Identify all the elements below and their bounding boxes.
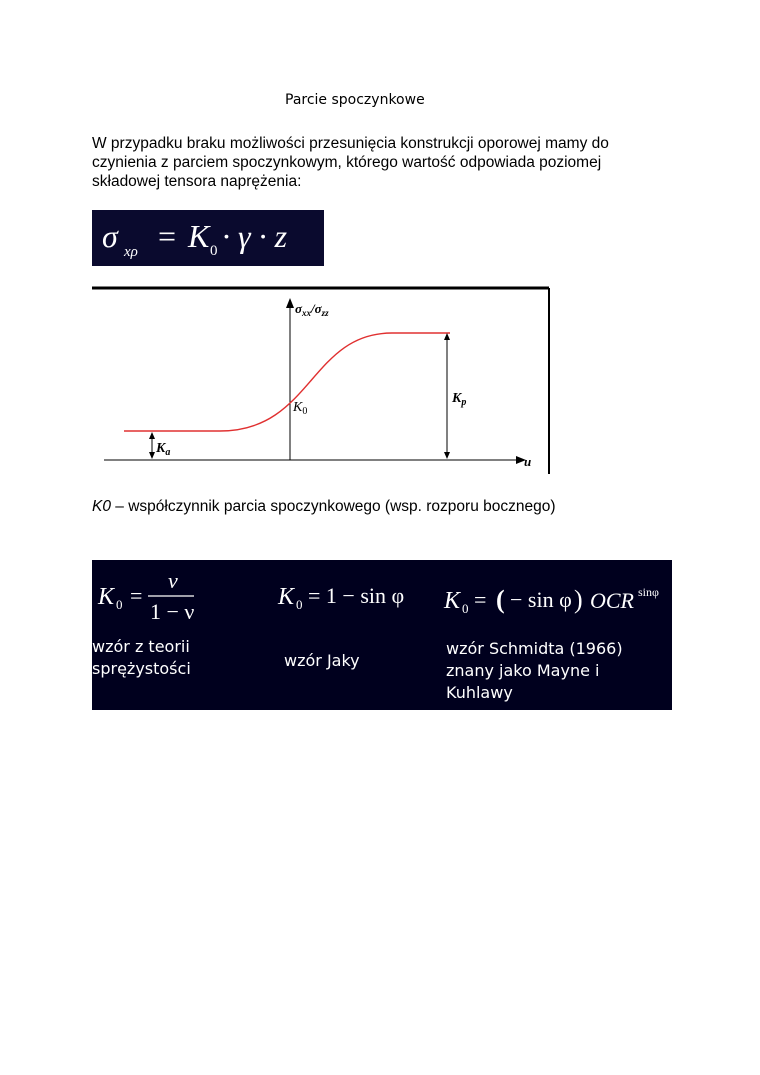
pressure-graph-svg xyxy=(92,286,552,478)
kp-arrow-up xyxy=(444,333,450,340)
equals-sign: = xyxy=(158,218,177,254)
sigma-subscript: xρ xyxy=(124,244,138,260)
formula2-rhs: = 1 − sin φ xyxy=(308,583,405,608)
formula3-k: K xyxy=(444,588,461,614)
formula3-open-bracket: ( xyxy=(496,585,505,614)
k0-definition xyxy=(92,498,556,516)
ka-arrow-up xyxy=(149,432,155,439)
pressure-curve xyxy=(124,333,450,431)
k0-label: $K_0$ xyxy=(293,400,308,417)
formula3-close-bracket: ) xyxy=(574,585,583,614)
formula1-k: K xyxy=(98,584,115,610)
formula2-k: K xyxy=(278,584,295,610)
formula1-eq: = xyxy=(130,583,143,608)
ka-arrow-down xyxy=(149,452,155,459)
formula3-ocr-exponent: sinφ xyxy=(638,585,659,599)
sigma-symbol: σ xyxy=(102,218,118,254)
ka-label: $K_a$ xyxy=(156,441,171,458)
k0-definition-text: – współczynnik parcia spoczynkowego (wsp. rozporu bocznego) xyxy=(110,498,556,515)
formula1-denominator: 1 − ν xyxy=(150,599,195,624)
y-axis-arrow xyxy=(286,298,294,308)
k0-symbol: K0 xyxy=(92,498,111,515)
y-axis-label: $\sigma_{xx}/\sigma_{zz}$ xyxy=(295,301,329,318)
formulas-svg xyxy=(92,560,672,630)
k-symbol: K xyxy=(188,218,210,254)
formula-elastic xyxy=(97,568,194,624)
k0-formulas-panel xyxy=(92,560,672,710)
kp-arrow-down xyxy=(444,452,450,459)
formula3-body: − sin φ xyxy=(510,587,572,612)
formula-schmidt xyxy=(443,585,659,616)
k-subscript: 0 xyxy=(210,243,218,259)
caption-jaky: wzór Jaky xyxy=(284,651,360,670)
x-axis-label: u xyxy=(524,454,532,469)
stress-formula xyxy=(92,210,324,266)
formula3-eq: = xyxy=(474,587,487,612)
formula-jaky xyxy=(277,583,404,612)
stress-formula-image xyxy=(92,210,324,266)
formula1-k-sub: 0 xyxy=(116,597,123,612)
intro-paragraph: W przypadku braku możliwości przesunięcia konstrukcji oporowej mamy do czynienia z parciem spoczynkowym, którego wartość odpowiada poziomej składowej tensora naprężenia: xyxy=(92,135,609,190)
page-title: Parcie spoczynkowe xyxy=(285,92,425,108)
formula3-ocr: OCR xyxy=(590,588,634,613)
formula-rest: · γ · z xyxy=(222,218,288,254)
formula1-numerator: ν xyxy=(168,568,178,593)
kp-label: $K_p$ xyxy=(452,391,467,408)
pressure-graph xyxy=(92,286,552,478)
formula3-k-sub: 0 xyxy=(462,601,469,616)
formula2-k-sub: 0 xyxy=(296,597,303,612)
caption-schmidt: wzór Schmidta (1966) znany jako Mayne i Kuhlawy xyxy=(446,639,623,702)
caption-elastic-theory: wzór z teorii sprężystości xyxy=(92,637,191,678)
